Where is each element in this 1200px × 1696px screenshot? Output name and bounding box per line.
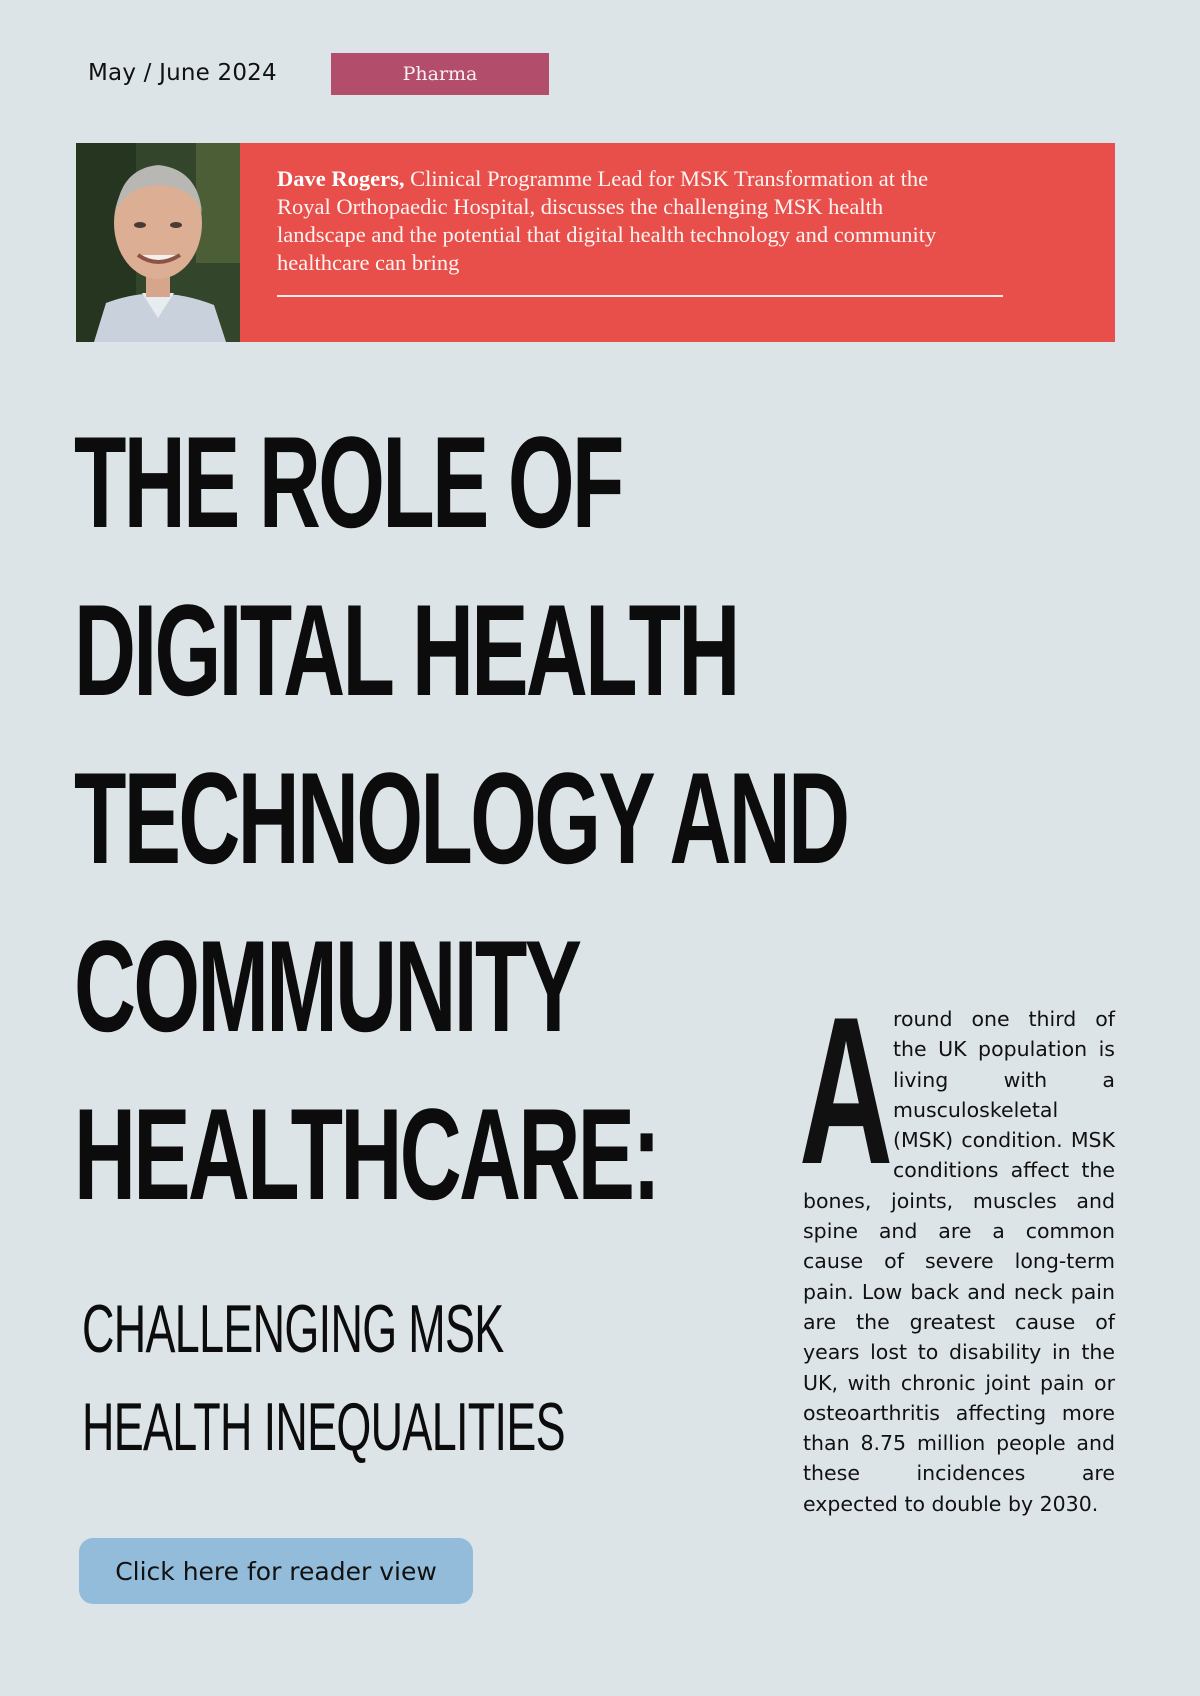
article-body: [799, 973, 1115, 1519]
article-headline: [74, 398, 847, 1238]
subheadline-line: CHALLENGING MSK: [82, 1291, 504, 1367]
intro-description: Clinical Programme Lead for MSK Transformation at the Royal Orthopaedic Hospital, discusses the challenging MSK health landscape and the potential that digital health technology and community healthcare can bring: [277, 166, 937, 275]
subheadline-line: HEALTH INEQUALITIES: [82, 1389, 565, 1465]
headline-line: COMMUNITY: [74, 913, 580, 1059]
article-subheadline: [82, 1280, 565, 1476]
section-tag: Pharma: [331, 53, 549, 95]
reader-view-button[interactable]: Click here for reader view: [79, 1538, 473, 1604]
drop-cap: A: [799, 973, 894, 1208]
author-portrait: [76, 143, 240, 342]
intro-band: [76, 143, 1115, 342]
author-name: Dave Rogers,: [277, 166, 405, 191]
headline-line: DIGITAL HEALTH: [74, 577, 738, 723]
body-paragraph: round one third of the UK population is living with a musculoskeletal (MSK) condition. MSK conditions affect the bones, joints, muscles and spine and are a common cause of severe long-term pain. Low back and neck pain are the greatest cause of years lost to disability in the UK, with chronic joint pain or osteoarthritis affecting more than 8.75 million people and these incidences are expected to double by 2030.: [803, 1007, 1115, 1516]
headline-line: THE ROLE OF: [74, 409, 622, 555]
headline-line: TECHNOLOGY AND: [74, 745, 848, 891]
intro-divider: [277, 295, 1003, 297]
headline-line: HEALTHCARE:: [74, 1081, 659, 1227]
issue-date: May / June 2024: [88, 60, 277, 86]
intro-standfirst: [277, 165, 977, 277]
